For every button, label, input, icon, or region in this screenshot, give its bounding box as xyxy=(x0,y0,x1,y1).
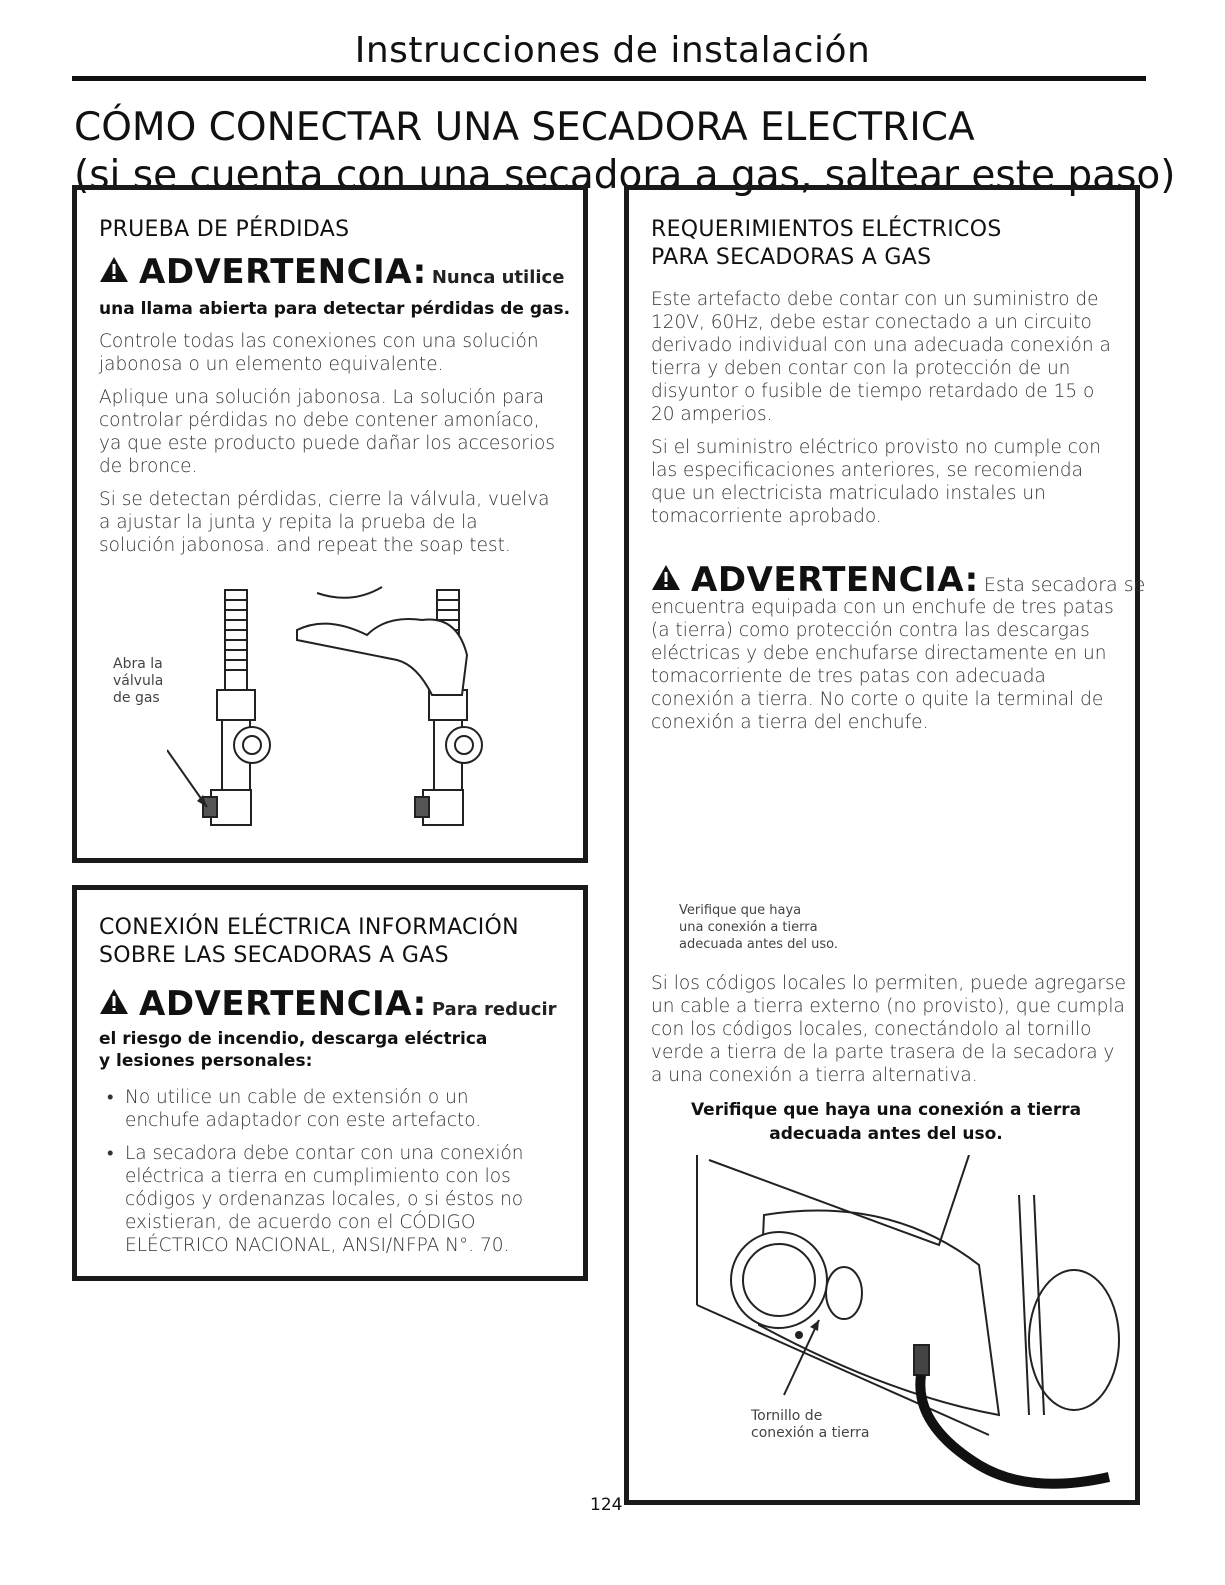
caption-line: válvula xyxy=(113,673,164,689)
leak-test-title: PRUEBA DE PÉRDIDAS xyxy=(99,217,350,242)
electrical-info-warning xyxy=(99,984,557,1024)
paragraph: Controle todas las conexiones con una solución jabonosa o un elemento equivalente. xyxy=(99,331,539,375)
list-item: • No utilice un cable de extensión o un enchufe adaptador con este artefacto. xyxy=(125,1086,545,1132)
paragraph: Aplique una solución jabonosa. La solución para controlar pérdidas no debe contener amoníaco, ya que este producto puede dañar los accesorios de bronce. xyxy=(99,387,555,477)
caption-line: Tornillo de xyxy=(751,1408,823,1424)
warning-tail: Nunca utilice xyxy=(431,267,565,288)
warning-label: ADVERTENCIA: xyxy=(139,984,427,1024)
warning-label: ADVERTENCIA: xyxy=(139,252,427,292)
electrical-info-bullets xyxy=(105,1086,545,1267)
warning-label: ADVERTENCIA: xyxy=(691,560,979,600)
leak-test-warning-line2: una llama abierta para detectar pérdidas de gas. xyxy=(99,299,571,319)
warning-tail: Esta secadora se xyxy=(983,574,1146,596)
leak-test-body xyxy=(99,330,559,567)
bold-line: Verifique que haya una conexión a tierra xyxy=(690,1100,1082,1120)
bold-line: adecuada antes del uso. xyxy=(769,1124,1003,1144)
warning-triangle-icon xyxy=(99,256,129,283)
page-number: 124 xyxy=(590,1495,623,1515)
list-item: • La secadora debe contar con una conexión eléctrica a tierra en cumplimiento con los códigos y ordenanzas locales, o si éstos no existieran, de acuerdo con el CÓDIGO ELÉCTRICO NACIONAL, ANSI/NFPA N°. 70. xyxy=(125,1142,545,1257)
warning-line: el riesgo de incendio, descarga eléctrica xyxy=(99,1029,488,1049)
verify-ground-bold xyxy=(651,1098,1121,1146)
caption-line: conexión a tierra xyxy=(751,1425,870,1441)
header-rule xyxy=(72,76,1146,81)
requirements-body xyxy=(651,288,1121,538)
main-heading-line2: (si se cuenta con una secadora a gas, saltear este paso) xyxy=(74,153,1176,198)
caption-line: de gas xyxy=(113,690,160,706)
paragraph: Si se detectan pérdidas, cierre la válvula, vuelva a ajustar la junta y repita la prueba de la solución jabonosa. and repeat the soap test. xyxy=(99,489,550,556)
dryer-ground-illustration xyxy=(689,1155,1139,1500)
requirements-title xyxy=(651,216,1002,272)
warning-line: y lesiones personales: xyxy=(99,1051,313,1071)
caption-line: Abra la xyxy=(113,656,163,672)
warning-tail: Para reducir xyxy=(431,999,557,1020)
page-header-title: Instrucciones de instalación xyxy=(354,30,871,71)
title-line: PARA SECADORAS A GAS xyxy=(651,245,932,270)
leak-test-box xyxy=(72,185,588,863)
gas-valve-caption xyxy=(113,656,163,707)
caption-line: adecuada antes del uso. xyxy=(679,937,838,952)
gas-pipe-illustration xyxy=(167,585,527,840)
ground-screw-caption xyxy=(751,1408,869,1442)
main-heading-line1: CÓMO CONECTAR UNA SECADORA ELECTRICA xyxy=(74,105,975,150)
warning-triangle-icon xyxy=(99,988,129,1015)
title-line: SOBRE LAS SECADORAS A GAS xyxy=(99,943,449,968)
electrical-info-title xyxy=(99,914,519,970)
electrical-info-box xyxy=(72,885,588,1281)
warning-triangle-icon xyxy=(651,564,681,591)
caption-line: Verifique que haya xyxy=(679,903,802,918)
paragraph: Si el suministro eléctrico provisto no cumple con las especificaciones anteriores, se recomienda que un electricista matriculado instales un tomacorriente aprobado. xyxy=(651,437,1101,527)
leak-test-warning xyxy=(99,252,564,292)
requirements-box xyxy=(624,185,1146,1505)
caption-line: una conexión a tierra xyxy=(679,920,818,935)
electrical-info-warning-body xyxy=(99,1028,487,1072)
paragraph: Este artefacto debe contar con un suministro de 120V, 60Hz, debe estar conectado a un circuito derivado individual con una adecuada conexión a tierra y deben contar con la protección de un disyuntor o fusible de tiempo retardado de 15 o 20 amperios. xyxy=(651,289,1111,425)
requirements-warning xyxy=(651,560,1145,600)
title-line: CONEXIÓN ELÉCTRICA INFORMACIÓN xyxy=(99,915,519,940)
requirements-warning-body: encuentra equipada con un enchufe de tres patas (a tierra) como protección contra las descargas eléctricas y debe enchufarse directamente en un tomacorriente de tres patas con adecuada conexión a tierra. No corte o quite la terminal de conexión a tierra del enchufe. xyxy=(651,597,1114,733)
small-caption xyxy=(679,902,838,953)
title-line: REQUERIMIENTOS ELÉCTRICOS xyxy=(651,217,1002,242)
local-codes-text: Si los códigos locales lo permiten, puede agregarse un cable a tierra externo (no provisto), que cumpla con los códigos locales, conectándolo al tornillo verde a tierra de la parte trasera de la secadora y a una conexión a tierra alternativa. xyxy=(651,973,1127,1086)
